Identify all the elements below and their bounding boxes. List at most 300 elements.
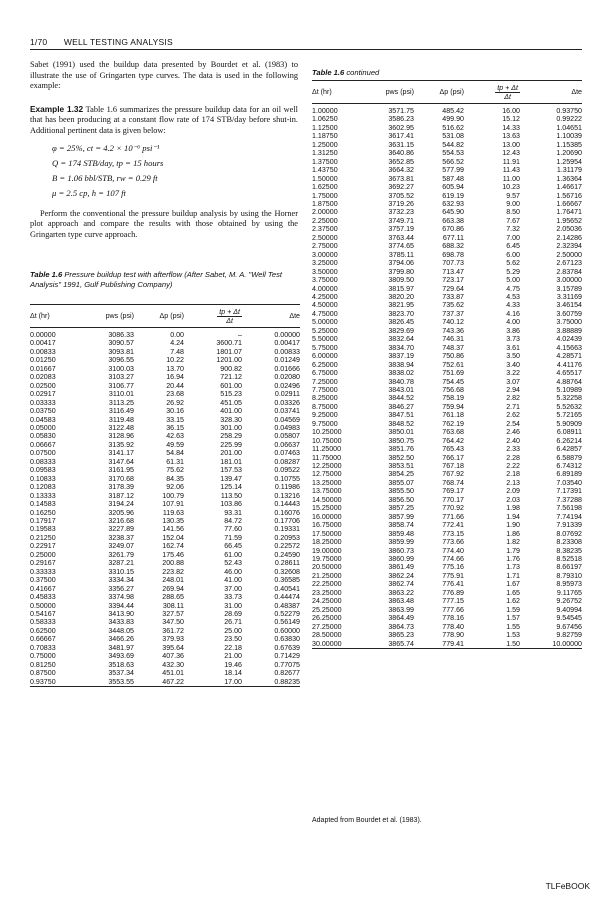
table-cell: 746.31	[442, 335, 464, 344]
col-header-horner: $\frac{tp + \Delta t}{\Delta t}$	[184, 305, 242, 328]
table-row	[30, 559, 300, 567]
table-cell: 12.75000	[312, 470, 342, 479]
table-cell: 735.62	[442, 301, 464, 310]
table-cell: 0.37500	[30, 576, 56, 585]
table-cell: 1.06250	[312, 115, 338, 124]
table-cell: 3.00000	[556, 276, 582, 285]
table-cell: 9.40994	[556, 605, 582, 614]
table-cell: 13.25000	[312, 478, 342, 487]
table-cell: 0.03741	[274, 407, 300, 416]
table-cell: 9.67456	[556, 622, 582, 631]
table-cell: 328.30	[220, 415, 242, 424]
table-cell: 2.09	[506, 487, 520, 496]
table-cell: 3847.51	[388, 411, 414, 420]
table-row	[30, 356, 300, 364]
table-cell: 84.35	[166, 474, 184, 483]
table-cell: 1.98	[506, 504, 520, 513]
example-text: Table 1.6 summarizes the pressure buildup data for an oil well that has been producing at a constant flow rate of 174 STB/day before shut-in. Additional pertinent data is given below:	[30, 104, 298, 135]
table-cell: 7.67	[506, 216, 520, 225]
table-cell: 0.07463	[274, 449, 300, 458]
table-cell: 2.05036	[556, 225, 582, 234]
table-cell: 9.82759	[556, 631, 582, 640]
table-left-caption-text: Pressure buildup test with afterflow (After Sabet, M. A. "Well Test Analysis" 1991, Gulf Publishing Company)	[30, 270, 283, 289]
table-row	[312, 606, 582, 614]
table-cell: 0.03750	[30, 407, 56, 416]
table-row	[30, 542, 300, 550]
table-cell: 3.00000	[312, 250, 338, 259]
table-cell: 554.53	[442, 149, 464, 158]
table-cell: 162.74	[162, 542, 184, 551]
table-cell: 3194.24	[108, 500, 134, 509]
table-cell: 778.40	[442, 622, 464, 631]
table-cell: 467.22	[134, 678, 184, 687]
table-row	[312, 158, 582, 166]
table-cell: 3749.71	[388, 216, 414, 225]
table-row	[312, 640, 582, 649]
table-cell: 0.02911	[274, 390, 300, 399]
table-cell: 3.86	[506, 326, 520, 335]
table-cell: 1.95652	[556, 216, 582, 225]
table-cell: 2.94	[506, 385, 520, 394]
table-cell: 11.00	[502, 174, 520, 183]
table-row	[30, 627, 300, 635]
table-cell: 3840.78	[388, 377, 414, 386]
table-cell: 0.06637	[274, 440, 300, 449]
table-cell: 3763.44	[388, 233, 414, 242]
table-cell: 771.66	[442, 512, 464, 521]
table-cell: 0.60000	[274, 626, 300, 635]
table-row	[312, 555, 582, 563]
table-cell: 1801.07	[216, 347, 242, 356]
table-left-caption-label: Table 1.6	[30, 270, 63, 279]
table-cell: 3850.01	[388, 428, 414, 437]
table-cell: 3448.05	[108, 626, 134, 635]
table-row	[312, 386, 582, 394]
table-cell: 516.62	[442, 123, 464, 132]
table-row	[312, 192, 582, 200]
table-row	[30, 492, 300, 500]
table-cell: 775.16	[442, 563, 464, 572]
table-cell: 1.71	[506, 571, 520, 580]
table-cell: 42.63	[166, 432, 184, 441]
table-row	[30, 399, 300, 407]
table-cell: 3864.49	[388, 614, 414, 623]
table-cell: 3.61	[506, 343, 520, 352]
table-cell: 7.75000	[312, 385, 338, 394]
table-cell: 3838.02	[388, 369, 414, 378]
table-cell: 7.48	[170, 347, 184, 356]
table-cell: 3617.41	[388, 132, 414, 141]
table-cell: 30.16	[166, 407, 184, 416]
table-cell: 737.37	[442, 309, 464, 318]
table-cell: 3374.98	[108, 593, 134, 602]
table-cell: 515.23	[220, 390, 242, 399]
table-cell: 3.75000	[556, 318, 582, 327]
table-cell: 3794.06	[388, 259, 414, 268]
table-row	[312, 437, 582, 445]
col-header-dte: Δte	[520, 81, 582, 104]
table-cell: 225.99	[220, 440, 242, 449]
table-cell: 25.25000	[312, 605, 342, 614]
table-cell: 0.33333	[30, 567, 56, 576]
table-cell: 5.32258	[556, 394, 582, 403]
table-cell: 15.12	[502, 115, 520, 124]
table-cell: 0.05830	[30, 432, 56, 441]
table-row	[30, 449, 300, 457]
col-header-pws: pws (psi)	[78, 305, 134, 328]
table-cell: 3863.48	[388, 597, 414, 606]
table-cell: 301.00	[220, 423, 242, 432]
table-cell: 0.02917	[30, 390, 56, 399]
table-cell: 27.25000	[312, 622, 342, 631]
table-cell: 3785.11	[388, 250, 414, 259]
table-cell: 6.00000	[312, 352, 338, 361]
table-cell: 605.94	[442, 183, 464, 192]
table-row	[312, 513, 582, 521]
table-cell: 900.82	[220, 364, 242, 373]
table-cell: 3774.65	[388, 242, 414, 251]
table-cell: 3093.81	[108, 347, 134, 356]
table-cell: 19.46	[224, 660, 242, 669]
table-cell: 26.25000	[312, 614, 342, 623]
table-cell: 9.00	[506, 199, 520, 208]
table-cell: 0.48387	[274, 601, 300, 610]
table-cell: 3.50000	[312, 267, 338, 276]
table-cell: 9.75000	[312, 419, 338, 428]
table-cell: 743.36	[442, 326, 464, 335]
footer-mark: TLFeBOOK	[545, 881, 590, 891]
col-header-dt: Δt (hr)	[312, 81, 358, 104]
table-cell: 3843.01	[388, 385, 414, 394]
table-cell: 107.91	[162, 500, 184, 509]
table-cell: 4.75000	[312, 309, 338, 318]
table-row	[30, 585, 300, 593]
table-cell: 1.31250	[312, 149, 338, 158]
table-row	[312, 318, 582, 326]
table-cell: 3205.96	[108, 508, 134, 517]
table-row	[312, 487, 582, 495]
table-row	[312, 580, 582, 588]
table-row	[30, 432, 300, 440]
table-cell: 3838.94	[388, 360, 414, 369]
table-cell: 8.25000	[312, 394, 338, 403]
table-row	[312, 538, 582, 546]
table-cell: 200.88	[162, 559, 184, 568]
table-row	[312, 285, 582, 293]
table-cell: 10.22	[166, 356, 184, 365]
table-cell: 75.62	[166, 466, 184, 475]
table-cell: 119.63	[162, 508, 184, 517]
equation-porosity: φ = 25%, ct = 4.2 × 10⁻⁶ psi⁻¹	[52, 142, 160, 153]
table-cell: 12.43	[502, 149, 520, 158]
table-cell: 5.00	[506, 276, 520, 285]
table-cell: 3652.85	[388, 157, 414, 166]
table-row	[312, 420, 582, 428]
table-cell: 0.03333	[30, 398, 56, 407]
table-cell: 24.25000	[312, 597, 342, 606]
table-cell: 756.68	[442, 385, 464, 394]
table-cell: 21.25000	[312, 571, 342, 580]
col-header-dp: Δp (psi)	[134, 305, 184, 328]
table-cell: 3855.50	[388, 487, 414, 496]
table-cell: 16.00000	[312, 512, 342, 521]
table-row	[312, 183, 582, 191]
table-cell: 5.50000	[312, 335, 338, 344]
example-label: Example 1.32	[30, 103, 84, 114]
table-row	[30, 644, 300, 652]
table-cell: 768.74	[442, 478, 464, 487]
table-cell: 23.25000	[312, 588, 342, 597]
table-cell: 0.02500	[30, 381, 56, 390]
table-row	[30, 441, 300, 449]
table-cell: 1.73	[506, 563, 520, 572]
table-cell: 0.54167	[30, 609, 56, 618]
table-cell: 531.08	[442, 132, 464, 141]
table-left-caption	[30, 270, 295, 289]
table-cell: 19.75000	[312, 555, 342, 564]
table-cell: 3820.20	[388, 292, 414, 301]
table-cell: 16.94	[166, 373, 184, 382]
table-cell: 1.66667	[556, 199, 582, 208]
table-cell: 18.25000	[312, 538, 342, 547]
table-cell: 0.77075	[274, 660, 300, 669]
table-cell: 8.66197	[556, 563, 582, 572]
table-cell: 0.02080	[274, 373, 300, 382]
table-cell: 13.00	[502, 140, 520, 149]
table-row	[30, 475, 300, 483]
table-row	[312, 344, 582, 352]
table-row	[312, 597, 582, 605]
table-cell: –	[238, 331, 242, 339]
table-cell: 3493.69	[108, 652, 134, 661]
table-cell: 16.00	[502, 107, 520, 115]
table-row	[312, 504, 582, 512]
table-cell: 0.81250	[30, 660, 56, 669]
table-cell: 754.45	[442, 377, 464, 386]
table-cell: 3.25000	[312, 259, 338, 268]
table-cell: 308.11	[162, 601, 184, 610]
table-cell: 28.50000	[312, 631, 342, 640]
table-cell: 61.31	[166, 457, 184, 466]
table-cell: 8.75000	[312, 402, 338, 411]
table-row	[312, 470, 582, 478]
table-left	[30, 304, 300, 687]
table-cell: 750.86	[442, 352, 464, 361]
table-cell: 733.87	[442, 292, 464, 301]
table-cell: 13.70	[166, 364, 184, 373]
table-cell: 33.15	[166, 415, 184, 424]
table-row	[30, 348, 300, 356]
table-cell: 201.00	[220, 449, 242, 458]
table-cell: 4.00	[506, 318, 520, 327]
table-cell: 3854.25	[388, 470, 414, 479]
table-cell: 770.92	[442, 504, 464, 513]
table-cell: 663.38	[442, 216, 464, 225]
table-cell: 1.46617	[556, 183, 582, 192]
table-row	[312, 530, 582, 538]
example-paragraph	[30, 104, 298, 137]
table-cell: 84.72	[224, 516, 242, 525]
table-cell: 688.32	[442, 242, 464, 251]
table-cell: 0.24590	[274, 550, 300, 559]
table-row	[30, 635, 300, 643]
table-cell: 1.59	[506, 605, 520, 614]
table-cell: 8.38235	[556, 546, 582, 555]
table-cell: 713.47	[442, 267, 464, 276]
table-row	[30, 610, 300, 618]
table-cell: 103.86	[220, 500, 242, 509]
table-cell: 3863.99	[388, 605, 414, 614]
table-cell: 6.58879	[556, 453, 582, 462]
table-cell: 26.92	[166, 398, 184, 407]
table-cell: 3856.50	[388, 495, 414, 504]
table-cell: 0.40541	[274, 584, 300, 593]
table-cell: 19.00000	[312, 546, 342, 555]
table-row	[30, 407, 300, 415]
table-cell: 4.15663	[556, 343, 582, 352]
table-cell: 1.55	[506, 622, 520, 631]
table-cell: 0.56149	[274, 618, 300, 627]
table-row	[312, 631, 582, 639]
table-cell: 13.63	[502, 132, 520, 141]
table-cell: 0.11986	[274, 483, 300, 492]
table-cell: 451.01	[162, 669, 184, 678]
table-row	[312, 378, 582, 386]
table-cell: 0.14443	[274, 500, 300, 509]
equation-viscosity: μ = 2.5 cp, h = 107 ft	[52, 187, 126, 198]
table-cell: 3865.74	[358, 640, 414, 649]
table-row	[30, 382, 300, 390]
table-cell: 2.40	[506, 436, 520, 445]
table-cell: 3860.73	[388, 546, 414, 555]
table-cell: 3865.23	[388, 631, 414, 640]
table-row	[312, 327, 582, 335]
task-paragraph: Perform the conventional the pressure buildup analysis by using the Horner plot approach and compare the results with those obtained by using the Gringarten type curve approach.	[30, 208, 298, 239]
table-cell: 748.37	[442, 343, 464, 352]
table-cell: 0.93750	[556, 107, 582, 115]
table-row	[312, 175, 582, 183]
table-cell: 764.42	[442, 436, 464, 445]
table-cell: 0.52279	[274, 609, 300, 618]
table-cell: 3664.32	[388, 166, 414, 175]
table-cell: 0.19331	[274, 525, 300, 534]
table-cell: 5.00000	[312, 318, 338, 327]
table-cell: 769.17	[442, 487, 464, 496]
table-cell: 7.37288	[556, 495, 582, 504]
table-cell: 0.20953	[274, 533, 300, 542]
table-cell: 3851.76	[388, 445, 414, 454]
table-cell: 3553.55	[78, 678, 134, 687]
table-cell: 577.99	[442, 166, 464, 175]
table-cell: 139.47	[220, 474, 242, 483]
table-cell: 175.46	[162, 550, 184, 559]
table-row	[312, 496, 582, 504]
table-cell: 401.00	[220, 407, 242, 416]
table-cell: 23.68	[166, 390, 184, 399]
table-cell: 4.24	[170, 339, 184, 348]
table-cell: 66.45	[224, 542, 242, 551]
table-cell: 2.83784	[556, 267, 582, 276]
table-cell: 3860.99	[388, 555, 414, 564]
table-cell: 0.00833	[30, 347, 56, 356]
table-cell: 1.36364	[556, 174, 582, 183]
table-row	[30, 509, 300, 517]
table-cell: 1.76471	[556, 208, 582, 217]
table-cell: 1.50	[464, 640, 520, 649]
table-cell: 0.19583	[30, 525, 56, 534]
table-cell: 49.59	[166, 440, 184, 449]
table-cell: 0.41667	[30, 584, 56, 593]
table-cell: 2.18	[506, 470, 520, 479]
table-cell: 3.60759	[556, 309, 582, 318]
table-cell: 3334.34	[108, 576, 134, 585]
table-cell: 3858.74	[388, 521, 414, 530]
table-cell: 4.75	[506, 284, 520, 293]
table-row	[312, 411, 582, 419]
table-cell: 0.08333	[30, 457, 56, 466]
table-row	[312, 394, 582, 402]
table-cell: 0.00000	[274, 331, 300, 339]
table-row	[30, 373, 300, 381]
table-cell: 3.15789	[556, 284, 582, 293]
table-right-caption-label: Table 1.6	[312, 68, 345, 77]
table-cell: 11.43	[502, 166, 520, 175]
table-cell: 3.73	[506, 335, 520, 344]
table-cell: 3823.70	[388, 309, 414, 318]
table-cell: 752.61	[442, 360, 464, 369]
table-cell: 3537.34	[108, 669, 134, 678]
table-row	[312, 225, 582, 233]
table-cell: 0.00833	[274, 347, 300, 356]
table-cell: 0.21250	[30, 533, 56, 542]
table-cell: 778.16	[442, 614, 464, 623]
table-row	[312, 301, 582, 309]
table-cell: 100.79	[162, 491, 184, 500]
table-cell: 0.10833	[30, 474, 56, 483]
table-cell: 3859.99	[388, 538, 414, 547]
table-cell: 3170.68	[108, 474, 134, 483]
table-row	[30, 602, 300, 610]
table-row	[312, 293, 582, 301]
table-cell: 766.17	[442, 453, 464, 462]
table-cell: 347.50	[162, 618, 184, 627]
table-cell: 0.00000	[30, 331, 56, 339]
table-cell: 8.07692	[556, 529, 582, 538]
table-cell: 0.02083	[30, 373, 56, 382]
table-cell: 566.52	[442, 157, 464, 166]
table-cell: 1.79	[506, 546, 520, 555]
table-cell: 763.68	[442, 428, 464, 437]
table-cell: 777.15	[442, 597, 464, 606]
table-cell: 7.03540	[556, 478, 582, 487]
table-cell: 288.65	[162, 593, 184, 602]
table-row	[312, 521, 582, 529]
table-cell: 21.00	[224, 652, 242, 661]
table-cell: 3602.95	[388, 123, 414, 132]
table-row	[30, 517, 300, 525]
table-cell: 3086.33	[108, 331, 134, 339]
table-cell: 2.03	[506, 495, 520, 504]
table-cell: 3249.07	[108, 542, 134, 551]
table-cell: 0.17917	[30, 516, 56, 525]
table-row	[30, 525, 300, 533]
table-cell: 767.18	[442, 462, 464, 471]
table-cell: 3821.95	[388, 301, 414, 310]
table-cell: 6.75000	[312, 369, 338, 378]
table-row	[30, 416, 300, 424]
table-row	[312, 104, 582, 116]
equation-block	[52, 141, 298, 201]
